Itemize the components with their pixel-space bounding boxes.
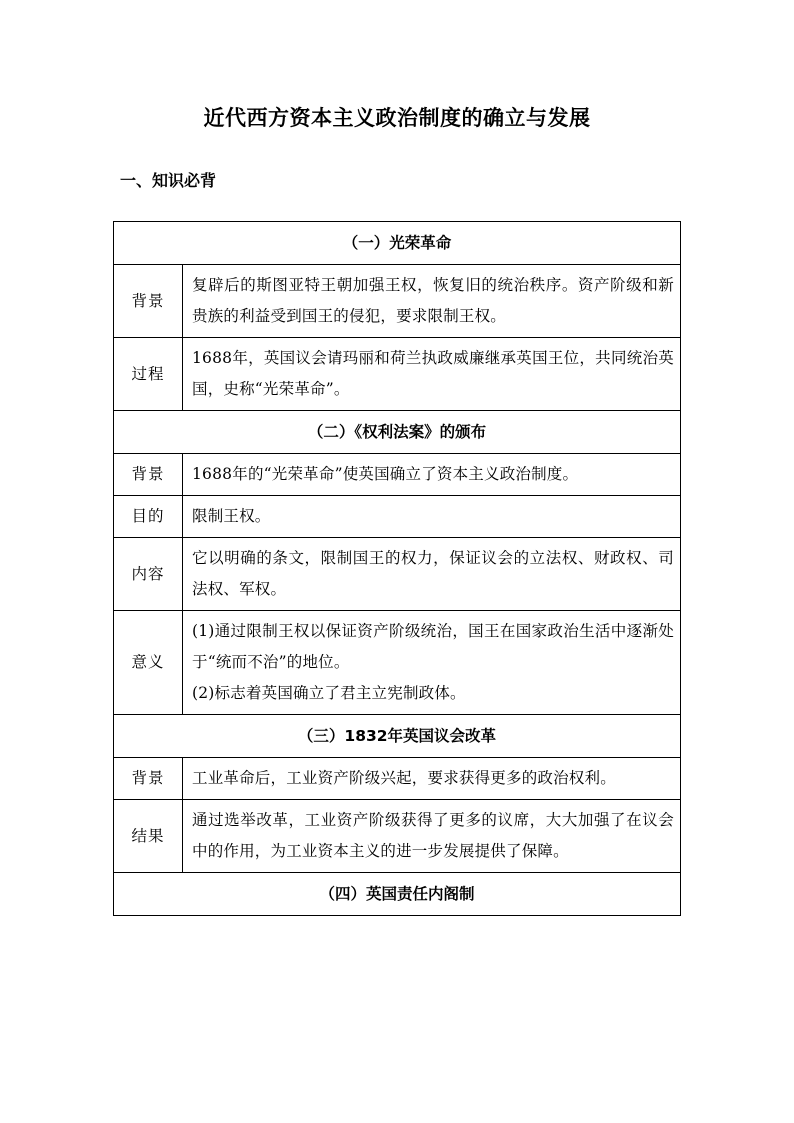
row-content: [183, 611, 681, 715]
page-title: 近代西方资本主义政治制度的确立与发展: [203, 106, 591, 130]
table-row: [114, 265, 681, 338]
content-paragraph: (2)标志着英国确立了君主立宪制政体。: [192, 684, 466, 702]
group-heading-row: [114, 411, 681, 454]
group-heading-cabinet-system: （四）英国责任内阁制: [114, 873, 681, 916]
row-content: [183, 265, 681, 338]
group-heading-bill-of-rights: （二）《权利法案》的颁布: [114, 411, 681, 454]
table-row: [114, 454, 681, 496]
content-paragraph: (1)通过限制王权以保证资产阶级统治，国王在国家政治生活中逐渐处于“统而不治”的地位。: [192, 622, 674, 671]
row-label: 目的: [114, 496, 183, 538]
table-row: [114, 611, 681, 715]
row-label: 结果: [114, 800, 183, 873]
content-paragraph: 通过选举改革，工业资产阶级获得了更多的议席，大大加强了在议会中的作用，为工业资本主义的进一步发展提供了保障。: [192, 811, 674, 860]
row-content: [183, 338, 681, 411]
group-heading-1832-reform: （三）1832年英国议会改革: [114, 715, 681, 758]
section-heading: 一、知识必背: [120, 171, 217, 190]
content-paragraph: 1688年的“光荣革命”使英国确立了资本主义政治制度。: [192, 465, 579, 483]
row-content: [183, 800, 681, 873]
row-label: 意义: [114, 611, 183, 715]
row-content: [183, 538, 681, 611]
row-label: 背景: [114, 454, 183, 496]
row-content: [183, 496, 681, 538]
knowledge-table: [113, 221, 681, 916]
content-paragraph: 限制王权。: [192, 507, 271, 525]
table-row: [114, 758, 681, 800]
row-content: [183, 758, 681, 800]
table-row: [114, 538, 681, 611]
group-heading-glorious-revolution: （一）光荣革命: [114, 222, 681, 265]
group-heading-row: [114, 873, 681, 916]
group-heading-row: [114, 222, 681, 265]
row-label: 内容: [114, 538, 183, 611]
row-content: [183, 454, 681, 496]
row-label: 背景: [114, 758, 183, 800]
content-paragraph: 复辟后的斯图亚特王朝加强王权，恢复旧的统治秩序。资产阶级和新贵族的利益受到国王的侵犯，要求限制王权。: [192, 276, 674, 325]
table-row: [114, 496, 681, 538]
content-paragraph: 1688年，英国议会请玛丽和荷兰执政威廉继承英国王位，共同统治英国，史称“光荣革命”。: [192, 349, 674, 398]
content-paragraph: 它以明确的条文，限制国王的权力，保证议会的立法权、财政权、司法权、军权。: [192, 549, 674, 598]
group-heading-row: [114, 715, 681, 758]
content-paragraph: 工业革命后，工业资产阶级兴起，要求获得更多的政治权利。: [192, 769, 616, 787]
table-row: [114, 800, 681, 873]
table-row: [114, 338, 681, 411]
row-label: 过程: [114, 338, 183, 411]
row-label: 背景: [114, 265, 183, 338]
